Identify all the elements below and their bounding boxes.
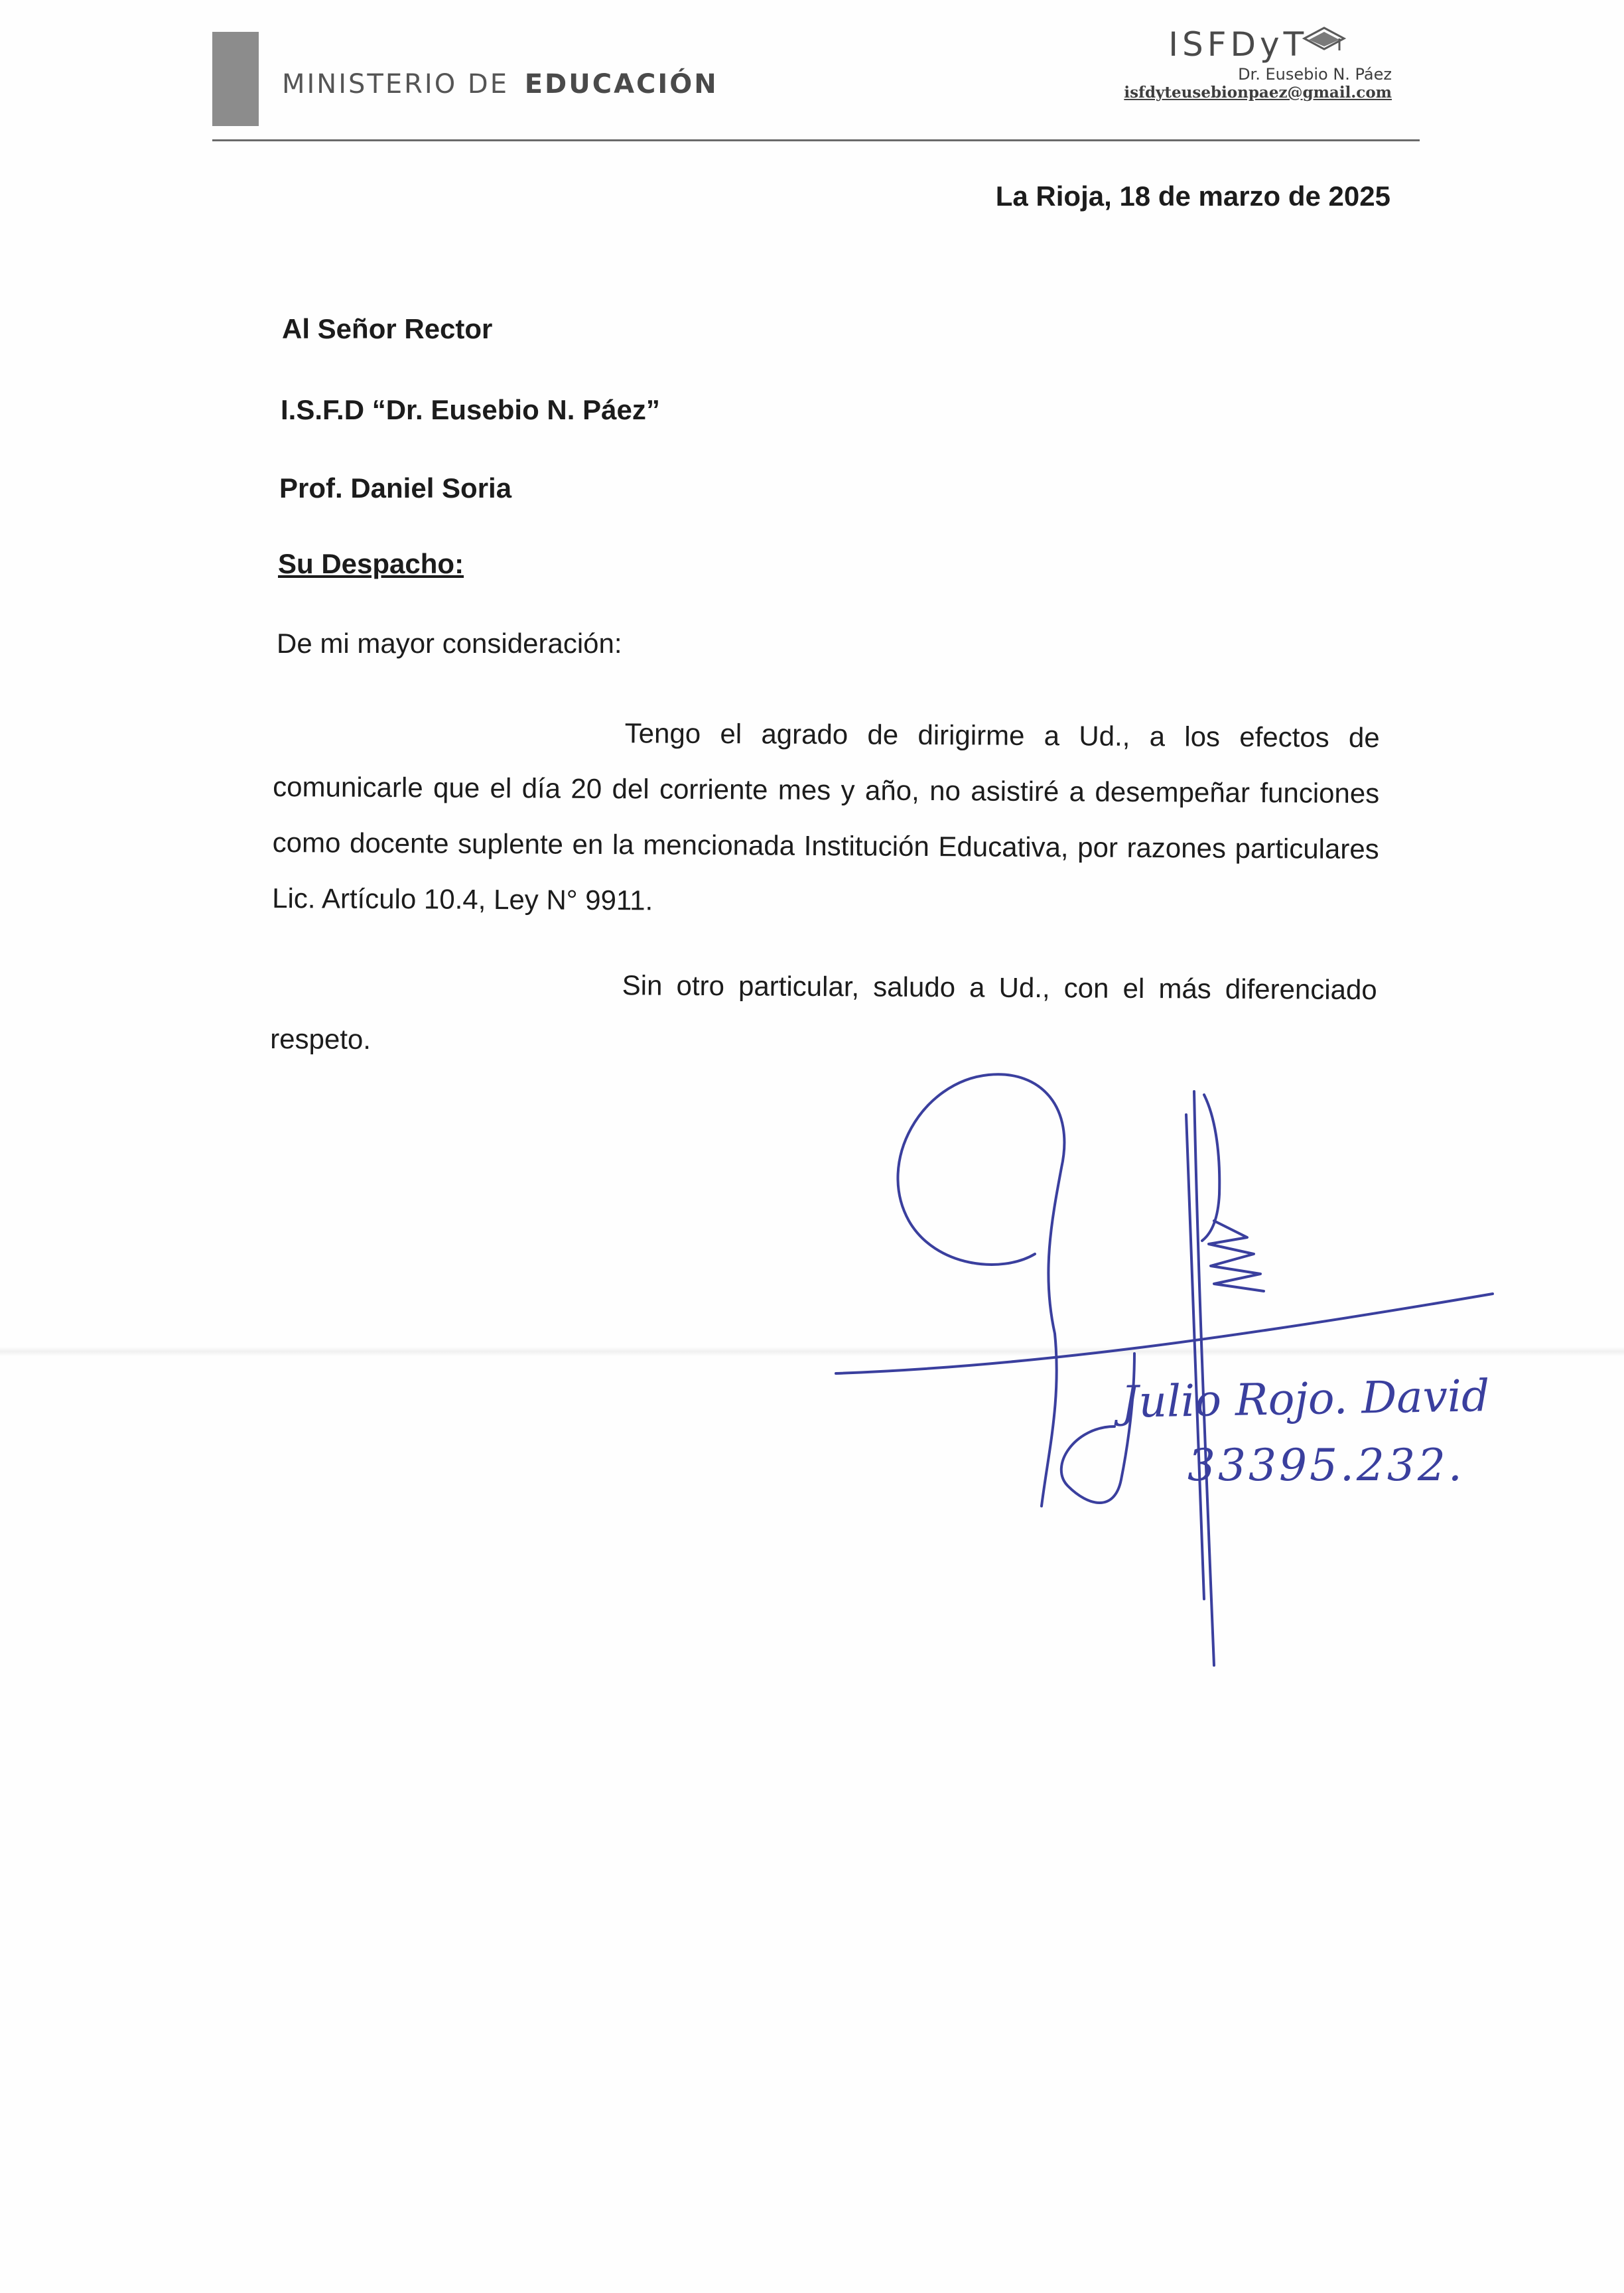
graduation-cap-icon bbox=[1301, 24, 1347, 57]
institution-block bbox=[1124, 25, 1392, 102]
body-paragraph: Tengo el agrado de dirigirme a Ud., a los efectos de comunicarle que el día 20 del corriente mes y año, no asistiré a desempeñar funciones como docente suplente en la mencionada Institución Educativa, por razones particulares Lic. Artículo 10.4, Ley N° 9911. bbox=[272, 717, 1380, 916]
ministry-title bbox=[282, 69, 718, 100]
handwritten-id: 33395.232. bbox=[1187, 1440, 1465, 1491]
header-accent-bar bbox=[212, 32, 259, 126]
institution-name: Dr. Eusebio N. Páez bbox=[1238, 65, 1392, 84]
ministry-prefix: MINISTERIO DE bbox=[282, 69, 509, 100]
handwritten-name: Julio Rojo. David bbox=[1120, 1370, 1490, 1428]
signature-drawing bbox=[823, 1055, 1513, 1679]
letter-date: La Rioja, 18 de marzo de 2025 bbox=[995, 180, 1390, 212]
closing-paragraph: Sin otro particular, saludo a Ud., con el más diferenciado respeto. bbox=[270, 969, 1377, 1055]
recipient-institution: I.S.F.D “Dr. Eusebio N. Páez” bbox=[281, 394, 660, 425]
institution-email: isfdyteusebionpaez@gmail.com bbox=[1124, 83, 1392, 102]
header-rule bbox=[212, 139, 1420, 141]
recipient-name: Prof. Daniel Soria bbox=[279, 472, 512, 504]
dispatch-line: Su Despacho: bbox=[278, 548, 464, 579]
ministry-bold: EDUCACIÓN bbox=[524, 69, 718, 100]
institution-logo-text: ISFDyT bbox=[1168, 25, 1308, 64]
greeting: De mi mayor consideración: bbox=[277, 628, 622, 659]
institution-logo bbox=[1168, 25, 1347, 64]
recipient-title: Al Señor Rector bbox=[282, 313, 493, 344]
